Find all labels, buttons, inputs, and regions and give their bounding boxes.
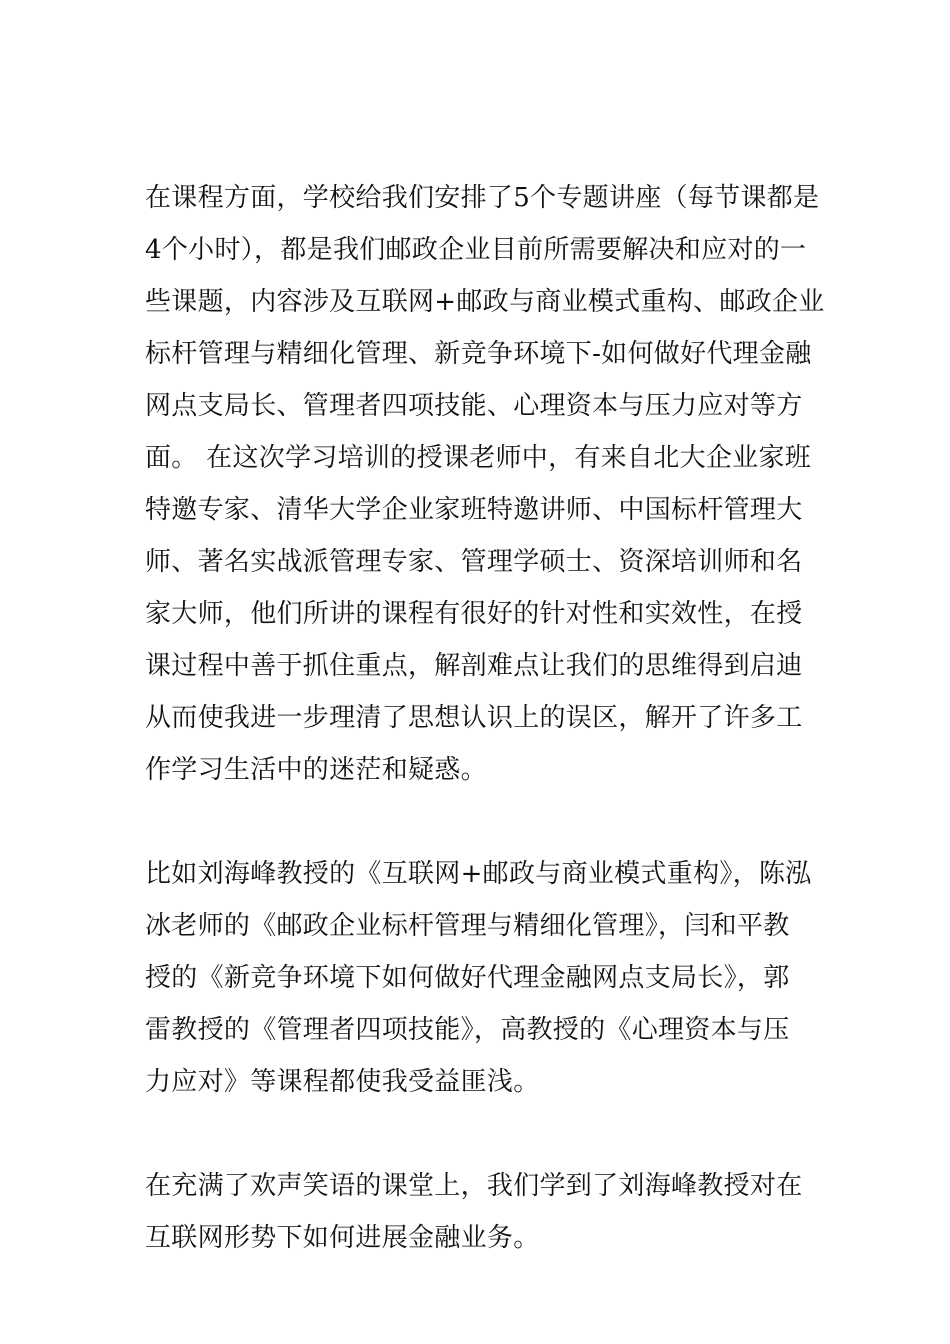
paragraph-2-line-2: 冰老师的《邮政企业标杆管理与精细化管理》，闫和平教	[145, 911, 790, 941]
paragraph-1-line-3: 些课题，内容涉及互联网+邮政与商业模式重构、邮政企业	[145, 287, 825, 317]
paragraph-1-line-10: 课过程中善于抓住重点，解剖难点让我们的思维得到启迪	[145, 651, 803, 681]
paragraph-2-line-5: 力应对》等课程都使我受益匪浅。	[145, 1067, 540, 1097]
paragraph-3-line-2: 互联网形势下如何进展金融业务。	[145, 1223, 540, 1253]
paragraph-1-line-11: 从而使我进一步理清了思想认识上的误区，解开了许多工	[145, 703, 803, 733]
paragraph-1-line-1: 在课程方面，学校给我们安排了5个专题讲座（每节课都是	[145, 183, 820, 213]
paragraph-1-line-9: 家大师，他们所讲的课程有很好的针对性和实效性，在授	[145, 599, 803, 629]
paragraph-1-line-7: 特邀专家、清华大学企业家班特邀讲师、中国标杆管理大	[145, 495, 803, 525]
paragraph-1-line-2: 4个小时），都是我们邮政企业目前所需要解决和应对的一	[145, 235, 807, 265]
paragraph-1-line-12: 作学习生活中的迷茫和疑惑。	[145, 755, 487, 785]
paragraph-2-line-3: 授的《新竞争环境下如何做好代理金融网点支局长》，郭	[145, 963, 790, 993]
paragraph-1-line-5: 网点支局长、管理者四项技能、心理资本与压力应对等方	[145, 391, 803, 421]
paragraph-3-line-1: 在充满了欢声笑语的课堂上，我们学到了刘海峰教授对在	[145, 1171, 803, 1201]
paragraph-1-line-6: 面。 在这次学习培训的授课老师中，有来自北大企业家班	[145, 443, 812, 473]
paragraph-2-line-4: 雷教授的《管理者四项技能》，高教授的《心理资本与压	[145, 1015, 790, 1045]
paragraph-2-line-1: 比如刘海峰教授的《互联网+邮政与商业模式重构》，陈泓	[145, 859, 812, 889]
paragraph-1-line-8: 师、著名实战派管理专家、管理学硕士、资深培训师和名	[145, 547, 803, 577]
paragraph-1-line-4: 标杆管理与精细化管理、新竞争环境下-如何做好代理金融	[145, 339, 812, 369]
